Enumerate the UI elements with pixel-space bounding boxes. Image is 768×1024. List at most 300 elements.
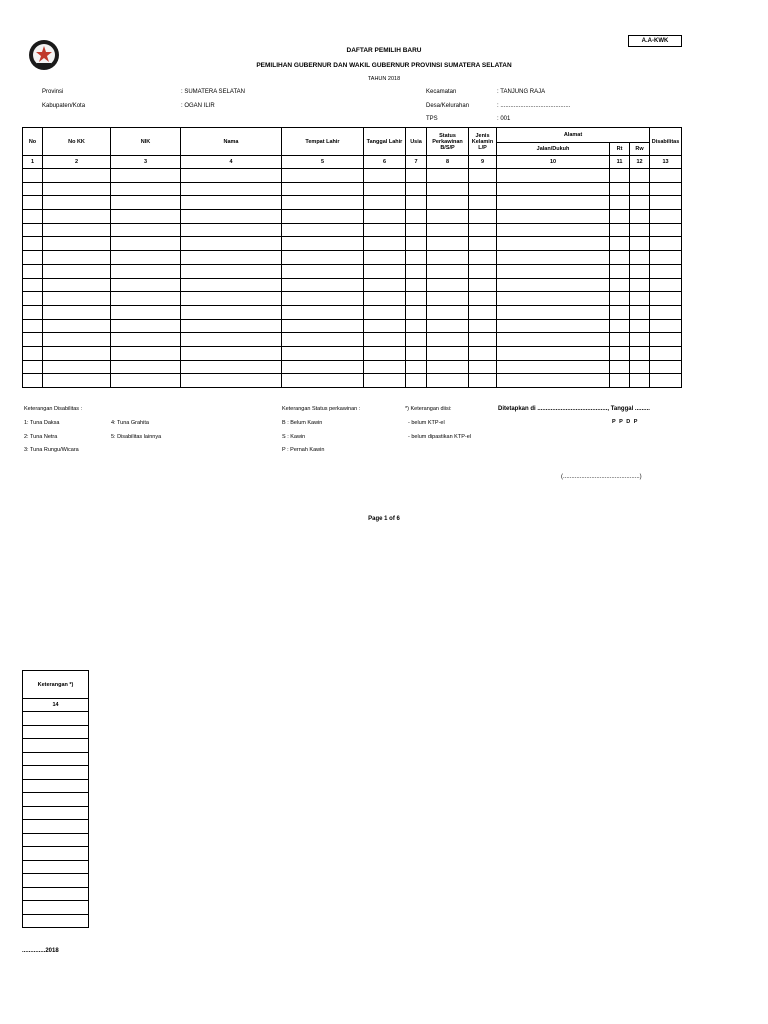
table-cell [630,319,650,333]
table-row [23,360,682,374]
table-cell [469,251,497,265]
table-cell [630,278,650,292]
keterangan-legend-item: - belum KTP-el [408,420,445,426]
table-row [23,752,89,766]
table-cell [111,360,181,374]
table-cell [364,360,406,374]
table-cell [497,169,610,183]
table-row [23,374,682,388]
col-header-rw: Rw [630,143,650,156]
table-cell [650,346,682,360]
table-cell [111,182,181,196]
table-cell [630,210,650,224]
table-row [23,305,682,319]
table-cell [111,237,181,251]
table-row [23,739,89,753]
table-cell [43,169,111,183]
table-cell [469,292,497,306]
column-number: 6 [364,156,406,169]
table-row [23,725,89,739]
table-cell [181,196,282,210]
table-cell [630,169,650,183]
table-cell [23,223,43,237]
tps-value: : 001 [497,116,511,122]
table-cell [181,278,282,292]
table-cell [610,237,630,251]
table-row [23,860,89,874]
table-cell [427,278,469,292]
table-cell [630,223,650,237]
table-cell [23,874,89,888]
table-cell [43,292,111,306]
table-cell [427,305,469,319]
table-cell [282,346,364,360]
form-code: A.A-KWK [628,35,682,47]
table-cell [469,237,497,251]
table-cell [282,182,364,196]
table-cell [469,333,497,347]
table-cell [427,237,469,251]
table-cell [181,251,282,265]
table-cell [610,223,630,237]
table-cell [427,319,469,333]
table-cell [111,169,181,183]
table-cell [650,210,682,224]
table-cell [43,182,111,196]
provinsi-label: Provinsi [42,89,64,95]
table-cell [282,278,364,292]
table-row [23,264,682,278]
table-cell [497,360,610,374]
table-cell [610,169,630,183]
table-cell [497,182,610,196]
table-cell [406,374,427,388]
table-cell [497,305,610,319]
table-cell [406,292,427,306]
table-cell [181,292,282,306]
table-cell [43,264,111,278]
keterangan-table [22,670,89,928]
table-cell [23,210,43,224]
table-cell [43,237,111,251]
table-cell [630,292,650,306]
table-cell [427,196,469,210]
table-cell [650,292,682,306]
table-cell [406,223,427,237]
column-number: 7 [406,156,427,169]
table-row [23,779,89,793]
table-cell [282,360,364,374]
table-cell [43,360,111,374]
table-row [23,793,89,807]
table-cell [282,374,364,388]
table-cell [650,360,682,374]
table-cell [181,346,282,360]
keterangan-header: Keterangan *) [23,671,89,699]
table-row [23,346,682,360]
table-row [23,237,682,251]
table-cell [43,333,111,347]
table-cell [111,374,181,388]
disabilitas-legend-item: 4: Tuna Grahita [111,420,149,426]
table-cell [497,319,610,333]
column-number: 1 [23,156,43,169]
table-cell [23,766,89,780]
disabilitas-legend-item: 3: Tuna Rungu/Wicara [24,447,79,453]
disabilitas-legend-item: 2: Tuna Netra [24,434,58,440]
table-cell [364,251,406,265]
tps-label: TPS [426,116,438,122]
table-cell [23,901,89,915]
table-cell [650,196,682,210]
table-cell [181,182,282,196]
table-cell [282,169,364,183]
column-number: 4 [181,156,282,169]
table-cell [364,346,406,360]
table-cell [43,251,111,265]
table-cell [23,319,43,333]
table-cell [181,169,282,183]
table-cell [650,182,682,196]
table-cell [427,292,469,306]
table-cell [23,833,89,847]
table-row [23,223,682,237]
table-cell [650,237,682,251]
table-cell [610,305,630,319]
table-cell [650,278,682,292]
table-cell [364,278,406,292]
table-cell [23,251,43,265]
table-cell [43,278,111,292]
table-cell [23,887,89,901]
column-number: 12 [630,156,650,169]
col-header-jenis-kelamin: Jenis Kelamin L/P [469,128,497,156]
table-cell [181,333,282,347]
table-cell [43,305,111,319]
table-cell [427,333,469,347]
table-cell [610,264,630,278]
table-row [23,182,682,196]
table-cell [427,210,469,224]
col-header-no-kk: No KK [43,128,111,156]
table-cell [181,264,282,278]
table-cell [427,251,469,265]
table-cell [282,210,364,224]
table-cell [469,182,497,196]
table-row [23,251,682,265]
keterangan-legend-item: - belum dipastikan KTP-el [408,434,471,440]
table-cell [406,237,427,251]
signature-place-date: Ditetapkan di .........................................., Tanggal ......... [498,406,650,412]
col-header-disabilitas: Disabilitas [650,128,682,156]
table-cell [43,319,111,333]
column-number-row [23,156,682,169]
table-cell [497,346,610,360]
column-number: 10 [497,156,610,169]
table-cell [23,169,43,183]
col-header-tempat-lahir: Tempat Lahir [282,128,364,156]
table-cell [406,319,427,333]
table-cell [469,169,497,183]
status-legend-item: B : Belum Kawin [282,420,323,426]
table-cell [610,374,630,388]
table-cell [23,725,89,739]
table-cell [427,346,469,360]
table-cell [23,820,89,834]
table-cell [23,305,43,319]
document-title: DAFTAR PEMILIH BARU [346,47,422,54]
table-cell [469,223,497,237]
table-cell [610,292,630,306]
table-row [23,833,89,847]
table-cell [469,278,497,292]
table-cell [23,182,43,196]
table-cell [43,223,111,237]
table-cell [364,237,406,251]
table-cell [630,182,650,196]
table-cell [469,346,497,360]
table-cell [427,169,469,183]
table-cell [23,196,43,210]
table-cell [406,333,427,347]
table-row [23,901,89,915]
table-cell [650,319,682,333]
table-cell [364,374,406,388]
table-cell [364,319,406,333]
table-cell [497,210,610,224]
table-cell [282,305,364,319]
table-cell [23,346,43,360]
table-cell [282,264,364,278]
table-cell [469,305,497,319]
table-cell [650,223,682,237]
table-cell [111,264,181,278]
table-cell [23,237,43,251]
table-cell [497,223,610,237]
table-cell [111,196,181,210]
col-header-alamat: Alamat [497,128,650,143]
table-cell [469,360,497,374]
table-cell [650,374,682,388]
table-cell [610,319,630,333]
table-cell [610,196,630,210]
table-cell [630,251,650,265]
table-cell [610,251,630,265]
table-cell [364,196,406,210]
table-cell [111,305,181,319]
column-number: 9 [469,156,497,169]
table-cell [23,292,43,306]
table-cell [282,196,364,210]
document-year: TAHUN 2018 [367,76,401,82]
table-cell [497,196,610,210]
table-cell [181,319,282,333]
table-row [23,820,89,834]
table-row [23,914,89,928]
table-cell [610,346,630,360]
table-row [23,874,89,888]
column-number: 8 [427,156,469,169]
table-cell [406,346,427,360]
table-cell [610,360,630,374]
table-cell [364,292,406,306]
table-cell [111,333,181,347]
table-cell [23,374,43,388]
kabupaten-label: Kabupaten/Kota [42,103,86,109]
table-cell [650,264,682,278]
table-cell [610,210,630,224]
table-cell [406,278,427,292]
table-cell [610,278,630,292]
table-cell [497,264,610,278]
table-cell [427,182,469,196]
table-cell [111,292,181,306]
table-cell [630,346,650,360]
table-cell [427,264,469,278]
table-cell [364,210,406,224]
table-cell [23,847,89,861]
table-row [23,712,89,726]
page-number: Page 1 of 6 [368,516,400,522]
kecamatan-value: : TANJUNG RAJA [497,89,546,95]
table-cell [43,196,111,210]
table-cell [469,374,497,388]
table-cell [406,169,427,183]
table-cell [23,793,89,807]
table-cell [630,305,650,319]
table-cell [181,223,282,237]
table-cell [469,264,497,278]
disabilitas-legend-title: Keterangan Disabilitas : [24,406,83,412]
table-cell [497,292,610,306]
table-cell [111,251,181,265]
table-cell [406,210,427,224]
table-cell [364,169,406,183]
table-cell [111,210,181,224]
table-cell [43,374,111,388]
table-row [23,806,89,820]
table-cell [497,333,610,347]
table-cell [427,360,469,374]
table-cell [469,319,497,333]
desa-value: : .......................................... [497,103,571,109]
table-cell [181,305,282,319]
table-cell [497,374,610,388]
disabilitas-legend-item: 1: Tuna Daksa [24,420,60,426]
table-cell [630,196,650,210]
table-cell [650,333,682,347]
table-cell [406,305,427,319]
table-cell [23,360,43,374]
table-cell [23,712,89,726]
table-cell [23,860,89,874]
table-cell [406,182,427,196]
table-row [23,210,682,224]
table-cell [43,210,111,224]
table-cell [282,237,364,251]
bottom-date-note: ..............2018 [22,948,59,954]
table-cell [497,278,610,292]
table-cell [111,278,181,292]
col-header-tanggal-lahir: Tanggal Lahir [364,128,406,156]
table-cell [630,333,650,347]
table-row [23,196,682,210]
table-cell [364,264,406,278]
table-cell [282,223,364,237]
col-header-rt: Rt [610,143,630,156]
table-cell [181,210,282,224]
column-number: 14 [23,699,89,712]
table-cell [23,264,43,278]
table-cell [364,223,406,237]
table-cell [111,346,181,360]
column-number: 11 [610,156,630,169]
table-cell [497,251,610,265]
provinsi-value: : SUMATERA SELATAN [181,89,246,95]
table-cell [364,182,406,196]
col-header-no: No [23,128,43,156]
desa-label: Desa/Kelurahan [426,103,470,109]
table-cell [406,360,427,374]
status-legend-title: Keterangan Status perkawinan : [282,406,361,412]
disabilitas-legend-item: 5: Disabilitas lainnya [111,434,162,440]
status-legend-item: P : Pernah Kawin [282,447,325,453]
table-cell [630,264,650,278]
table-cell [23,806,89,820]
table-cell [23,752,89,766]
table-cell [406,196,427,210]
table-cell [23,914,89,928]
table-cell [282,292,364,306]
table-cell [427,374,469,388]
document-subtitle: PEMILIHAN GUBERNUR DAN WAKIL GUBERNUR PROVINSI SUMATERA SELATAN [256,62,512,69]
col-header-usia: Usia [406,128,427,156]
table-cell [181,374,282,388]
table-row [23,278,682,292]
table-row [23,292,682,306]
table-row [23,319,682,333]
signature-committee: P P D P [612,419,639,425]
table-cell [282,319,364,333]
column-number: 3 [111,156,181,169]
table-cell [630,374,650,388]
table-row [23,333,682,347]
column-number: 2 [43,156,111,169]
table-row [23,169,682,183]
table-cell [43,346,111,360]
table-row [23,847,89,861]
status-legend-item: S : Kawin [282,434,306,440]
table-cell [630,237,650,251]
table-cell [650,169,682,183]
table-cell [282,251,364,265]
table-cell [364,305,406,319]
table-cell [23,333,43,347]
kecamatan-label: Kecamatan [426,89,457,95]
voter-table [22,127,682,388]
signature-name-line: (..............................................) [561,474,642,480]
table-cell [630,360,650,374]
table-cell [610,333,630,347]
table-cell [364,333,406,347]
col-header-jalan: Jalan/Dukuh [497,143,610,156]
table-row [23,766,89,780]
kabupaten-value: : OGAN ILIR [181,103,215,109]
table-cell [23,779,89,793]
col-header-nama: Nama [181,128,282,156]
table-cell [282,333,364,347]
table-cell [469,210,497,224]
